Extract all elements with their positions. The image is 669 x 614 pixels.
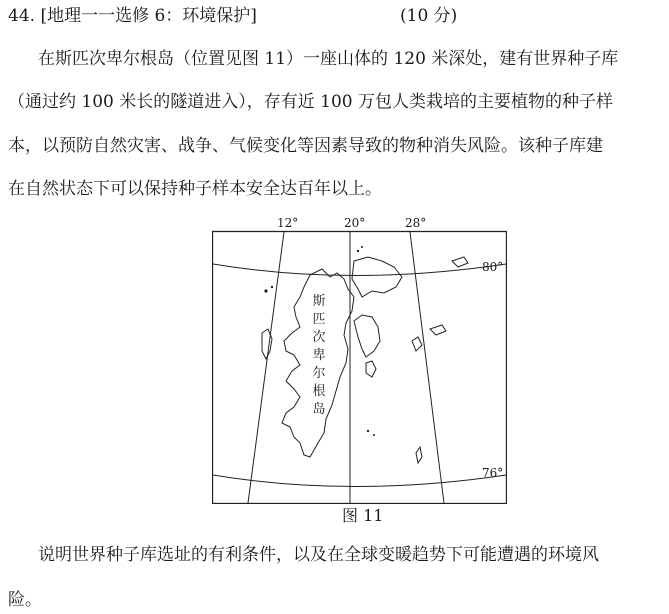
longitude-label-12: 12° — [277, 216, 299, 230]
longitude-label-28: 28° — [405, 216, 427, 230]
latitude-label-80: 80° — [482, 260, 504, 274]
question-header: 44. [地理一一选修 6：环境保护] — [8, 6, 257, 26]
kvitoya — [452, 257, 468, 267]
question-score: (10 分) — [400, 6, 458, 26]
passage-line-3: 本，以预防自然灾害、战争、气候变化等因素导致的物种消失风险。该种子库建 — [8, 136, 603, 156]
svalbard-map — [212, 217, 507, 504]
islet — [367, 430, 369, 432]
islet — [357, 250, 359, 252]
passage-line-4: 在自然状态下可以保持种子样本安全达百年以上。 — [8, 179, 382, 199]
map-frame — [213, 232, 507, 504]
passage-line-1: 在斯匹次卑尔根岛（位置见图 11）一座山体的 120 米深处，建有世界种子库 — [38, 49, 619, 69]
nordaustlandet-outline — [352, 257, 402, 297]
parallel-76 — [213, 475, 506, 487]
island-name-label: 斯匹次卑尔根岛 — [312, 294, 326, 417]
figure-caption: 图 11 — [342, 506, 384, 525]
barentsoya-outline — [366, 361, 376, 377]
latitude-label-76: 76° — [482, 466, 504, 480]
kong-karls-land — [430, 325, 446, 335]
ask-line-1: 说明世界种子库选址的有利条件，以及在全球变暖趋势下可能遭遇的环境风 — [38, 545, 599, 565]
passage-line-2: （通过约 100 米长的隧道进入），存有近 100 万包人类栽培的主要植物的种子样 — [8, 92, 614, 112]
map-graphic — [212, 217, 507, 504]
islet — [361, 246, 363, 248]
islet — [271, 286, 273, 288]
longitude-label-20: 20° — [344, 216, 366, 230]
hopen — [416, 447, 422, 463]
islet — [373, 434, 375, 436]
islet — [264, 289, 267, 292]
ask-line-2: 险。 — [8, 590, 42, 610]
small-island-east — [412, 337, 422, 351]
edgeoya-outline — [354, 315, 380, 357]
